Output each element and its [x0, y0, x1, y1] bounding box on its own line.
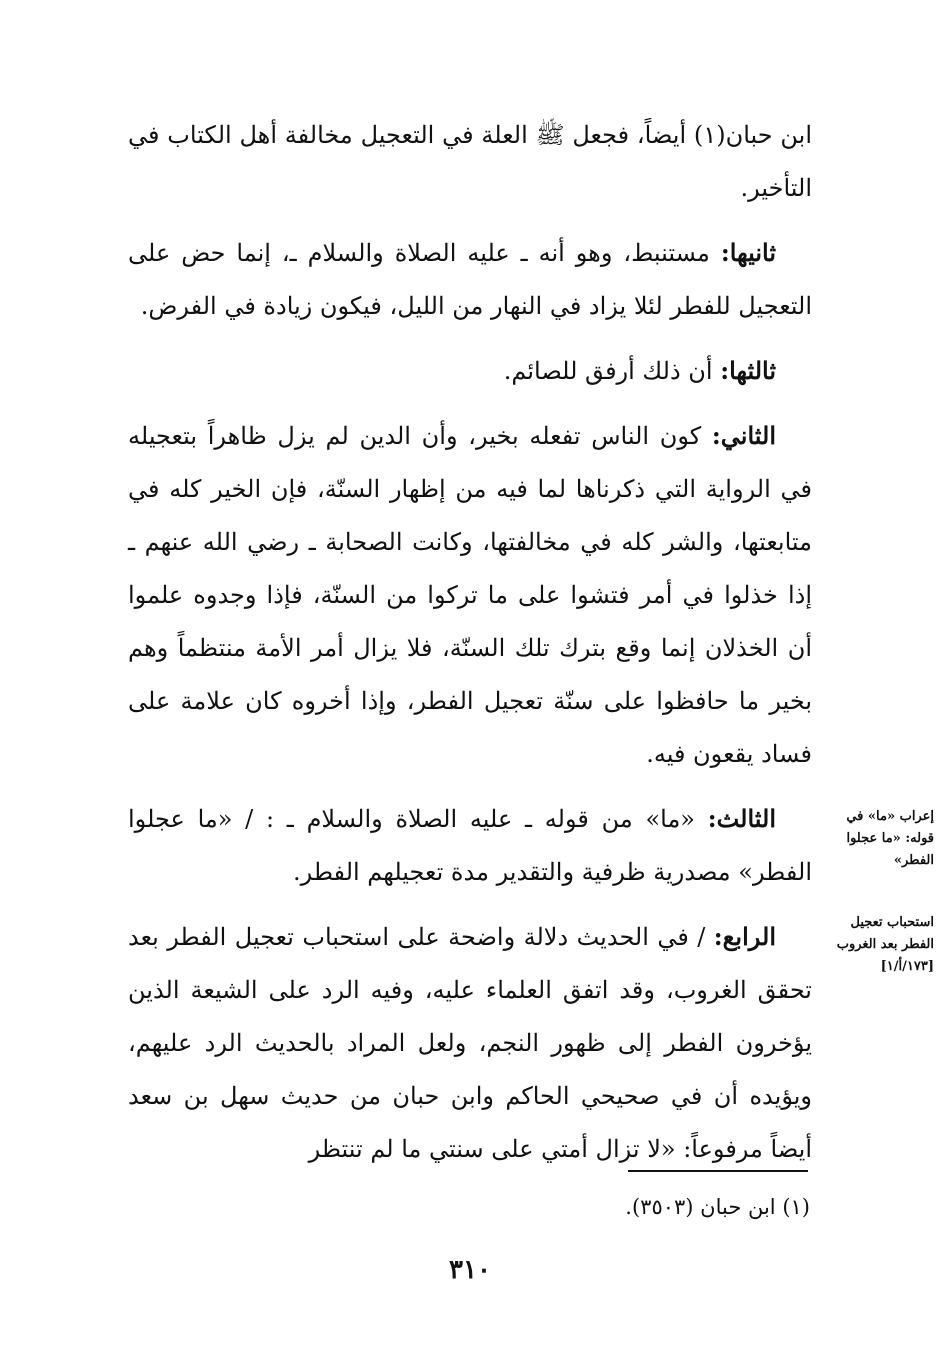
paragraph-text: كون الناس تفعله بخير، وأن الدين لم يزل ظاهراً بتعجيله في الرواية التي ذكرناها لما فيه من إظهار السنّة، فإن الخير كله في متابعتها، والشر كله في مخالفتها، وكانت الصحابة ـ رضي الله عنهم ـ إذا خذلوا في أمر فتشوا على ما تركوا من السنّة، فإذا وجدوه علموا أن الخذلان إنما وقع بترك تلك السنّة، فلا يزال أمر الأمة منتظماً وهم بخير ما حافظوا على سنّة تعجيل الفطر، وإذا أخروه كان علامة على فساد يقعون فيه. [128, 422, 812, 768]
paragraph-3 [128, 344, 812, 398]
paragraph-text: مستنبط، وهو أنه ـ عليه الصلاة والسلام ـ، إنما حض على التعجيل للفطر لئلا يزاد في النهار من الليل، فيكون زيادة في الفرض. [128, 239, 812, 320]
paragraph-lead: الثاني: [711, 421, 776, 450]
margin-note-2: استحباب تعجيل الفطر بعد الغروب [١٧٣/أ/١] [836, 915, 934, 974]
paragraph-6 [128, 910, 812, 1176]
paragraph-lead: ثانيها: [720, 238, 776, 267]
paragraph-text: أن ذلك أرفق للصائم. [503, 357, 721, 385]
main-text [128, 108, 812, 1187]
paragraph-lead: الرابع: [713, 922, 776, 951]
footnote-divider [628, 1170, 808, 1172]
paragraph-2 [128, 226, 812, 333]
paragraph-5 [128, 792, 812, 899]
margin-note-1: إعراب «ما» في قوله: «ما عجلوا الفطر» [846, 809, 934, 868]
paragraph-lead: الثالث: [707, 804, 776, 833]
paragraph-text: «ما» من قوله ـ عليه الصلاة والسلام ـ : / «ما عجلوا الفطر» مصدرية ظرفية والتقدير مدة تعجيلهم الفطر. [128, 805, 812, 886]
footnote: (١) ابن حبان (٣٥٠٣). [625, 1195, 810, 1219]
paragraph-text: / في الحديث دلالة واضحة على استحباب تعجيل الفطر بعد تحقق الغروب، وقد اتفق العلماء عليه، وفيه الرد على الشيعة الذين يؤخرون الفطر إلى ظهور النجم، ولعل المراد بالحديث الرد عليهم، ويؤيده أن في صحيحي الحاكم وابن حبان من حديث سهل بن سعد أيضاً مرفوعاً: «لا تزال أمتي على سنتي ما لم تنتظر [128, 923, 812, 1163]
page-number: ٣١٠ [449, 1255, 491, 1285]
paragraph-1 [128, 108, 812, 215]
paragraph-text: ابن حبان(١) أيضاً، فجعل ﷺ العلة في التعجيل مخالفة أهل الكتاب في التأخير. [128, 121, 813, 202]
paragraph-lead: ثالثها: [720, 356, 776, 385]
paragraph-4 [128, 409, 812, 781]
